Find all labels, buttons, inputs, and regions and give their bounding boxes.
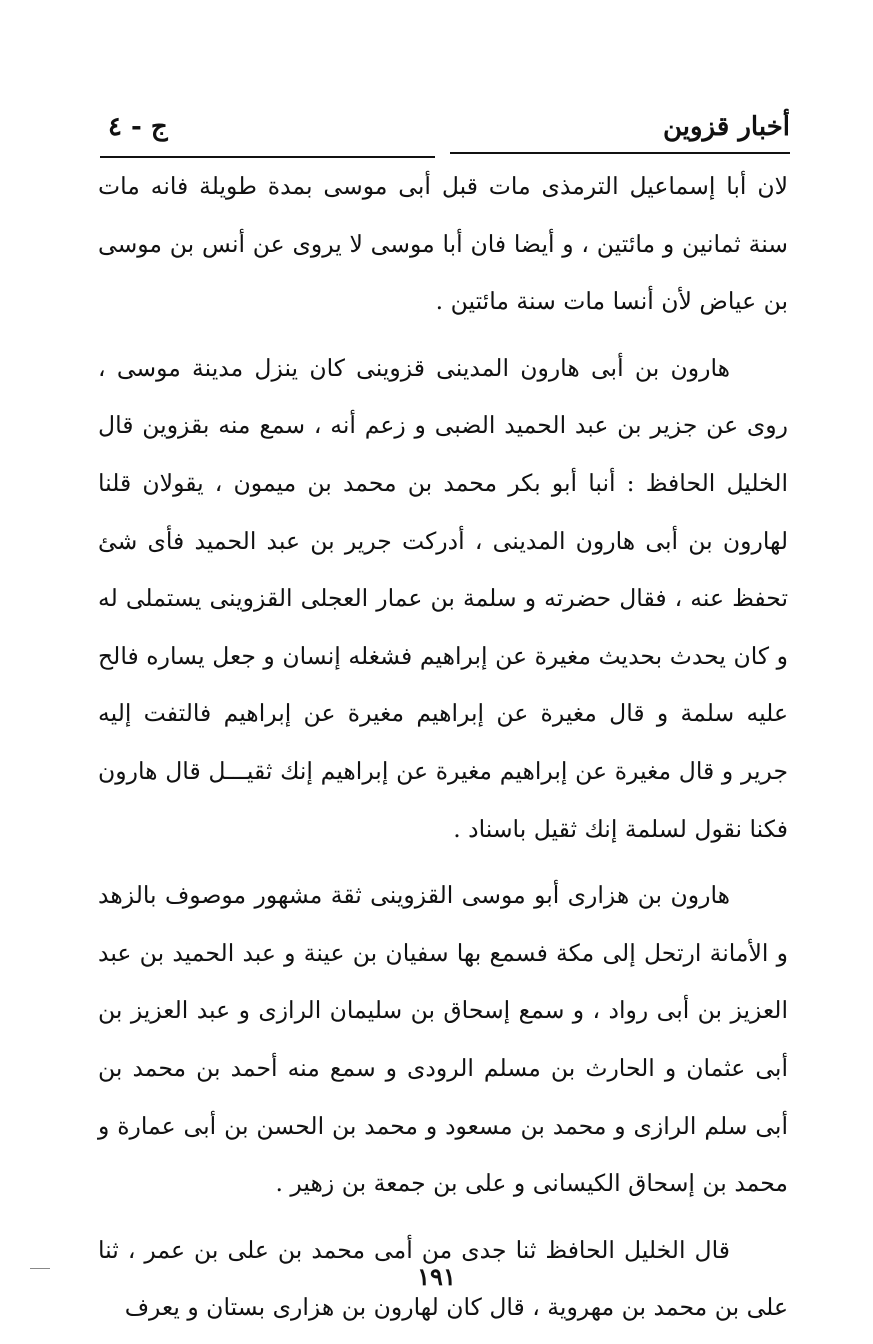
header-rule-right xyxy=(450,152,790,154)
paragraph-2: هارون بن أبى هارون المدينى قزوينى كان ينزل مدينة موسى ، روى عن جزير بن عبد الحميد الضبى و زعم أنه ، سمع منه بقزوين قال الخليل الحافظ : أنبا أبو بكر محمد بن محمد بن ميمون ، يقولان قلنا لهارون بن أبى هارون المدينى ، أدركت جرير بن عبد الحميد فأى شئ تحفظ عنه ، فقال حضرته و سلمة بن عمار العجلى القزوينى يستملى له و كان يحدث بحديث مغيرة عن إبراهيم فشغله إنسان و جعل يساره فالح عليه سلمة و قال مغيرة عن إبراهيم مغيرة عن إبراهيم فالتفت إليه جرير و قال مغيرة عن إبراهيم مغيرة عن إبراهيم إنك ثقيـــل قال هارون فكنا نقول لسلمة إنك ثقيل باسناد . xyxy=(98,353,788,843)
main-text xyxy=(98,158,788,1337)
page-header xyxy=(100,104,790,154)
paragraph-3: هارون بن هزارى أبو موسى القزوينى ثقة مشهور موصوف بالزهد و الأمانة ارتحل إلى مكة فسمع بها سفيان بن عينة و عبد الحميد بن عبد العزيز بن أبى رواد ، و سمع إسحاق بن سليمان الرازى و عبد العزيز بن أبى عثمان و الحارث بن مسلم الرودى و سمع منه أحمد بن محمد بن أبى سلم الرازى و محمد بن مسعود و محمد بن الحسن بن أبى عمارة و محمد بن إسحاق الكيسانى و على بن جمعة بن زهير . xyxy=(98,881,788,1198)
paragraph-4: قال الخليل الحافظ ثنا جدى من أمى محمد بن على بن عمر ، ثنا على بن محمد بن مهروية ، قال كان لهارون بن هزارى بستان و يعرف xyxy=(98,1235,788,1322)
running-title: أخبار قزوين xyxy=(662,112,790,142)
paragraph-1: لان أبا إسماعيل الترمذى مات قبل أبى موسى بمدة طويلة فانه مات سنة ثمانين و مائتين ، و أيضا فان أبا موسى لا يروى عن أنس بن موسى بن عياض لأن أنسا مات سنة مائتين . xyxy=(98,172,788,316)
page-number: ١٩١ xyxy=(417,1262,456,1291)
volume-indicator: ج - ٤ xyxy=(108,112,168,142)
margin-mark xyxy=(30,1268,50,1269)
